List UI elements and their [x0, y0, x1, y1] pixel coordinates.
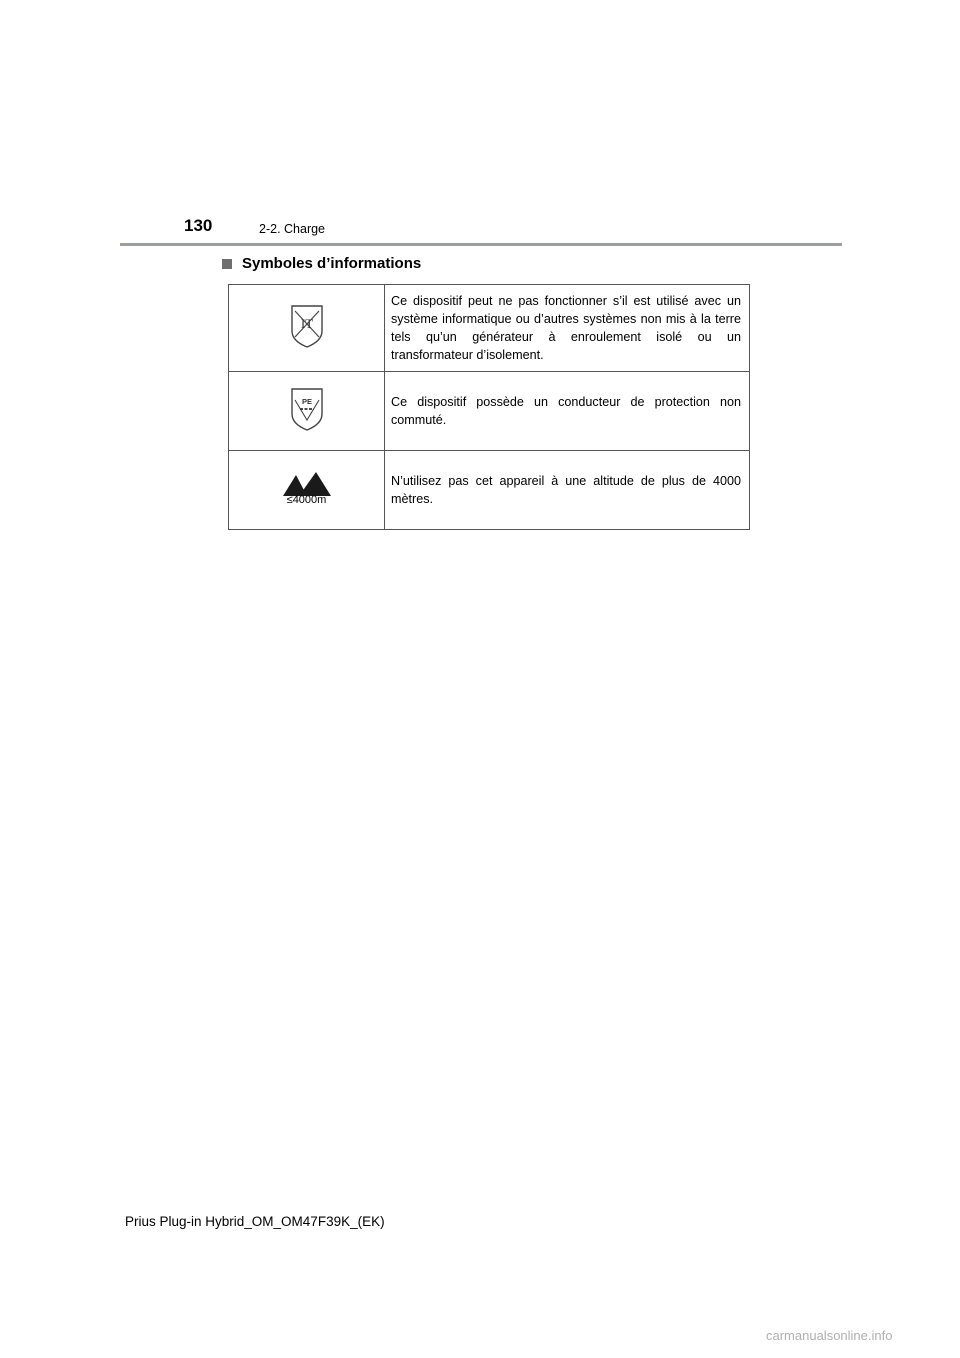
- document-footer: Prius Plug-in Hybrid_OM_OM47F39K_(EK): [125, 1214, 385, 1229]
- symbol-description: N’utilisez pas cet appareil à une altitude de plus de 4000 mètres.: [385, 451, 750, 530]
- table-row: [229, 285, 750, 372]
- svg-text:PE: PE: [301, 396, 312, 406]
- symbols-table: [228, 284, 750, 530]
- heading-text: Symboles d’informations: [242, 255, 422, 272]
- table-row: [229, 372, 750, 451]
- header-rule: [120, 243, 842, 246]
- pe-conductor-icon: [289, 386, 325, 437]
- heading-bullet: [222, 259, 232, 269]
- symbol-description: Ce dispositif peut ne pas fonctionner s’il est utilisé avec un système informatique ou d’autres systèmes non mis à la terre tels qu’un générateur à enroulement isolé ou un transformateur d’isolement.: [385, 285, 750, 372]
- symbol-cell: [229, 451, 385, 530]
- altitude-label: ≤4000m: [286, 494, 327, 506]
- mountain-altitude-icon: [283, 472, 331, 506]
- symbol-description: Ce dispositif possède un conducteur de protection non commuté.: [385, 372, 750, 451]
- it-system-crossed-icon: [289, 303, 325, 354]
- section-heading: [222, 255, 421, 272]
- table-row: [229, 451, 750, 530]
- section-label: 2-2. Charge: [259, 222, 326, 236]
- symbol-cell: [229, 285, 385, 372]
- page-number: 130: [184, 216, 213, 235]
- symbol-cell: [229, 372, 385, 451]
- watermark: carmanualsonline.info: [766, 1328, 893, 1343]
- svg-text:IT: IT: [300, 315, 313, 331]
